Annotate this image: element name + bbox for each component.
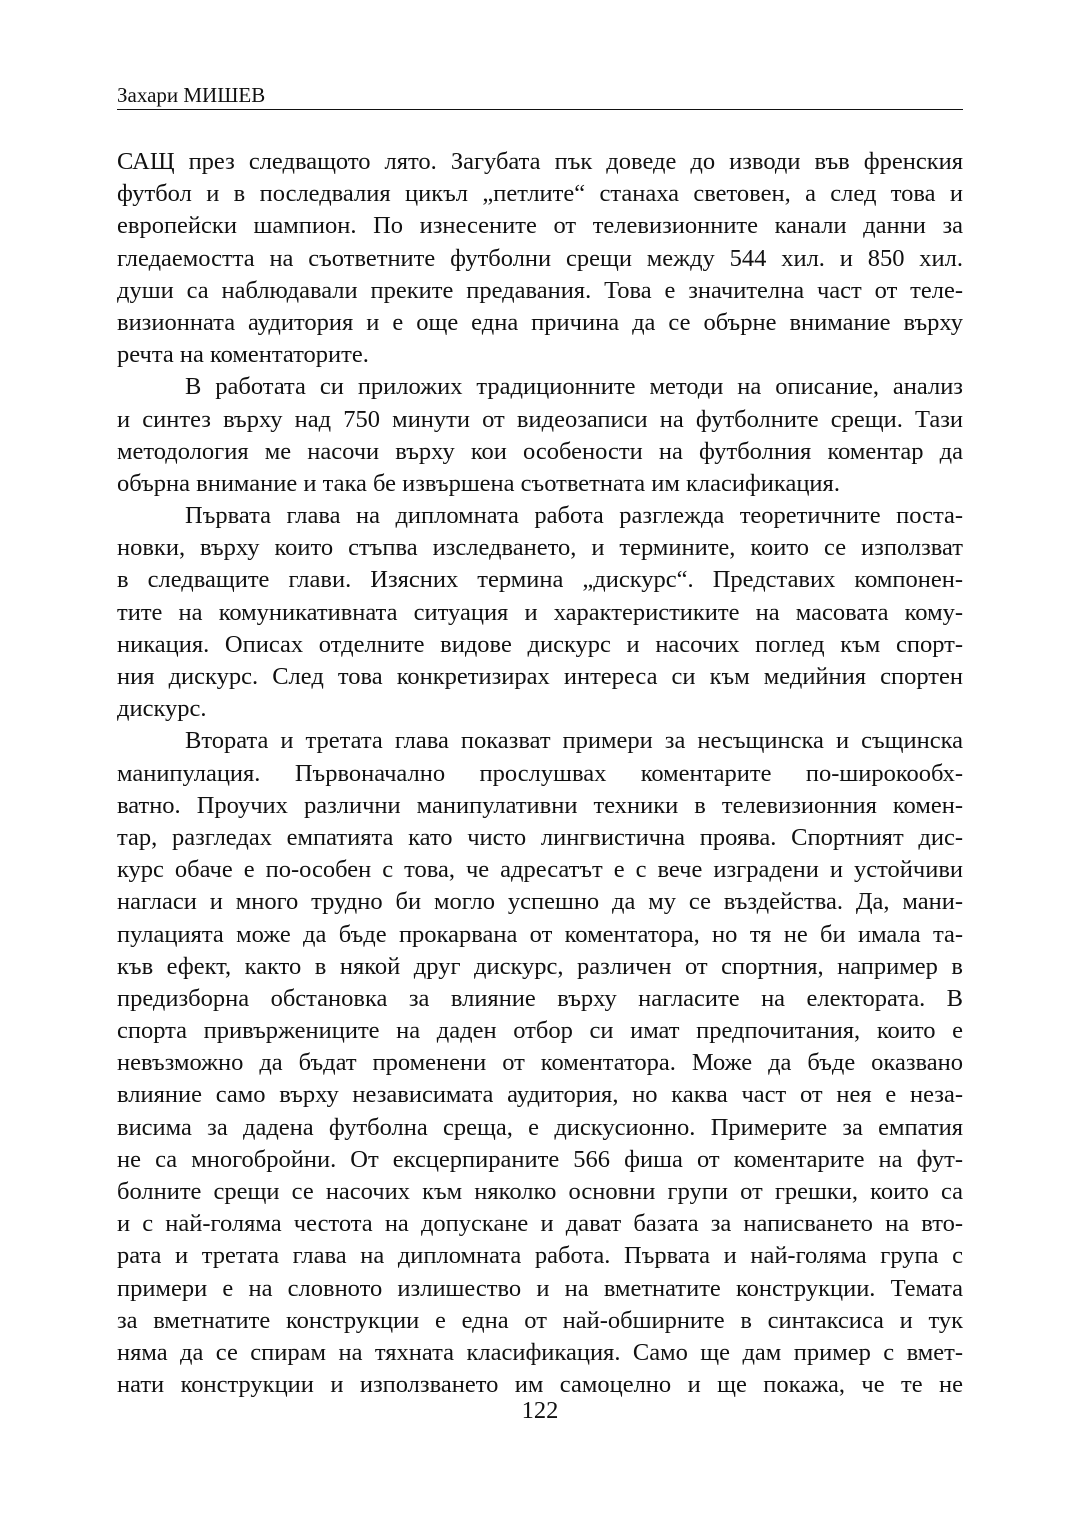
text-line: речта на коментаторите. bbox=[117, 341, 369, 369]
text-line: предизборна обстановка за влияние върху нагласите на електората. В bbox=[117, 984, 963, 1012]
text-line: болните срещи се насочих към няколко основни групи от грешки, които са bbox=[117, 1178, 963, 1205]
text-line: манипулация. Първоначално прослушвах коментарите по-широкообх- bbox=[117, 759, 963, 787]
text-line: няма да се спирам на тяхната класификация. Само ще дам пример с вмет- bbox=[117, 1338, 963, 1366]
text-line: пулацията може да бъде прокарвана от коментатора, но тя не би имала та- bbox=[117, 920, 963, 948]
text-line: ния дискурс. След това конкретизирах интереса си към медийния спортен bbox=[117, 663, 963, 690]
text-line: САЩ през следващото лято. Загубата пък доведе до изводи във френския bbox=[117, 148, 963, 175]
text-line: невъзможно да бъдат променени от коментатора. Може да бъде оказвано bbox=[117, 1049, 963, 1077]
text-line: тите на комуникативната ситуация и характеристиките на масовата кому- bbox=[117, 598, 963, 626]
text-line: нати конструкции и използването им самоцелно и ще покажа, че те не bbox=[117, 1371, 963, 1399]
running-head bbox=[117, 82, 963, 110]
text-line: европейски шампион. По изнесените от телевизионните канали данни за bbox=[117, 212, 963, 240]
text-line: дискурс. bbox=[117, 695, 207, 723]
page-number: 122 bbox=[521, 1397, 559, 1424]
text-line: никация. Описах отделните видове дискурс и насочих поглед към спорт- bbox=[117, 630, 963, 658]
text-line: и с най-голяма честота на допускане и дават базата за написването на вто- bbox=[117, 1210, 963, 1238]
author-name: Захари МИШЕВ bbox=[117, 83, 266, 107]
text-line: примери е на словното излишество и на вметнатите конструкции. Темата bbox=[117, 1274, 963, 1302]
text-line: ватно. Проучих различни манипулативни техники в телевизионния комен- bbox=[117, 791, 963, 819]
text-line: спорта привържениците на даден отбор си имат предпочитания, които е bbox=[117, 1017, 963, 1045]
text-line: и синтез върху над 750 минути от видеозаписи на футболните срещи. Тази bbox=[117, 405, 963, 433]
text-line: футбол и в последвалия цикъл „петлите“ станаха световен, а след това и bbox=[117, 180, 963, 208]
text-line: рата и третата глава на дипломната работа. Първата и най-голяма група с bbox=[117, 1242, 963, 1270]
text-line: Втората и третата глава показват примери за несъщинска и същинска bbox=[185, 727, 963, 755]
text-line: методология ме насочи върху кои особености на футболния коментар да bbox=[117, 437, 963, 465]
text-line: висима за дадена футболна среща, е дискусионно. Примерите за емпатия bbox=[117, 1113, 963, 1141]
text-line: влияние само върху независимата аудитория, но каква част от нея е неза- bbox=[117, 1081, 963, 1109]
text-line: Първата глава на дипломната работа разглежда теоретичните поста- bbox=[185, 502, 963, 530]
text-line: души са наблюдавали преките предавания. Това е значителна част от теле- bbox=[117, 276, 963, 304]
text-line: новки, върху които стъпва изследването, и термините, които се използват bbox=[117, 534, 963, 562]
text-line: визионната аудитория и е още една причина да се обърне внимание върху bbox=[117, 308, 963, 336]
text-line: за вметнатите конструкции е една от най-обширните в синтаксиса и тук bbox=[117, 1306, 963, 1334]
text-line: курс обаче е по-особен с това, че адресатът е с вече изградени и устойчиви bbox=[117, 856, 963, 884]
body-text bbox=[117, 146, 963, 1401]
text-line: не са многобройни. От ексцерпираните 566 фиша от коментарите на фут- bbox=[117, 1145, 963, 1173]
text-line: гледаемостта на съответните футболни срещи между 544 хил. и 850 хил. bbox=[117, 244, 963, 272]
text-line: В работата си приложих традиционните методи на описание, анализ bbox=[185, 373, 963, 401]
text-line: нагласи и много трудно би могло успешно да му се въздейства. Да, мани- bbox=[117, 888, 963, 916]
text-line: в следващите глави. Изясних термина „дискурс“. Представих компонен- bbox=[117, 566, 963, 594]
text-line: къв ефект, както в някой друг дискурс, различен от спортния, например в bbox=[117, 952, 963, 980]
text-line: обърна внимание и така бе извършена съответната им класификация. bbox=[117, 469, 840, 497]
text-line: тар, разгледах емпатията като чисто лингвистична проява. Спортният дис- bbox=[117, 823, 963, 851]
